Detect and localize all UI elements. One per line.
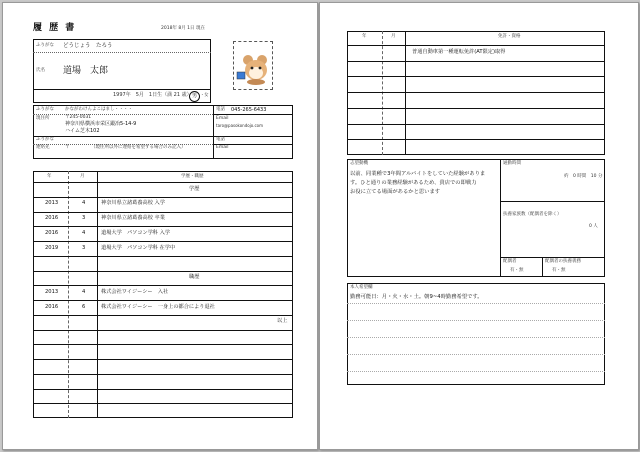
spouse-label: 配偶者 — [503, 259, 517, 264]
spouse-value: 有・無 — [510, 268, 524, 273]
address-line1: 神奈川県横浜市栄区鍛冶5-14-9 — [65, 121, 137, 127]
history-row-text: 道場大学 パソコン学科 入学 — [101, 229, 170, 236]
email-label: Email — [216, 116, 229, 121]
history-row-rule — [33, 226, 293, 227]
history-row-rule — [33, 315, 293, 316]
history-row-month: 3 — [82, 244, 86, 251]
history-col-month: 月 — [80, 174, 85, 179]
motivation-line-2: す。ひと通りの業務経験があるため、貴店での即戦力 — [350, 180, 477, 186]
address-furigana-label: ふりがな — [36, 107, 54, 112]
tel-label: 電話 — [216, 107, 225, 112]
resume-page-right — [319, 2, 639, 450]
license-row-rule — [347, 124, 605, 125]
history-row-rule — [33, 241, 293, 242]
license-row-rule — [347, 139, 605, 140]
license-row-rule — [347, 92, 605, 93]
history-row-rule — [33, 300, 293, 301]
commute-label: 通勤時間 — [503, 161, 521, 166]
contact-postal-prefix: 〒 — [65, 145, 70, 150]
contact-label: 連絡先 — [36, 145, 50, 150]
license-row-text: 普通自動車第一種運転免許(AT限定)取得 — [412, 49, 506, 55]
history-row-year: 2019 — [45, 244, 59, 251]
email-value: taro@pasokondojo.com — [216, 123, 263, 128]
history-row-month: 4 — [82, 288, 86, 295]
history-row-text: 職歴 — [189, 274, 200, 280]
address-furigana-value: かながわけんよこはまし・・・・ — [65, 107, 133, 112]
history-row-rule — [33, 389, 293, 390]
history-row-year: 2016 — [45, 229, 59, 236]
history-row-text: 道場大学 パソコン学科 在学中 — [101, 244, 176, 251]
history-row-text: 学歴 — [189, 185, 200, 192]
name-value: 道場 太郎 — [63, 66, 109, 76]
history-row-rule — [33, 285, 293, 286]
contact-tel-label: 電話 — [216, 137, 225, 142]
page-title: 履 歴 書 — [33, 23, 77, 33]
history-row-rule — [33, 344, 293, 345]
requests-rule — [347, 371, 605, 372]
name-label: 氏名 — [36, 68, 45, 73]
birth-date: 1997年 5月 1日生（満 21 歳） — [113, 92, 192, 98]
license-col-month: 月 — [391, 34, 396, 39]
requests-rule — [347, 303, 605, 304]
history-row-rule — [33, 374, 293, 375]
motivation-line-3: お役に立てる場面があるかと思います — [350, 189, 441, 195]
history-row-month: 4 — [82, 200, 86, 207]
address-label: 現住所 — [36, 116, 50, 121]
history-row-rule — [33, 197, 293, 198]
history-row-rule — [33, 256, 293, 257]
furigana-label: ふりがな — [36, 43, 54, 48]
history-row-rule — [33, 212, 293, 213]
history-row-month: 3 — [82, 215, 86, 221]
history-row-year: 2016 — [45, 303, 59, 310]
history-row-year: 2013 — [45, 200, 59, 207]
history-header-rule — [33, 182, 293, 183]
spouse-support-value: 有・無 — [552, 268, 566, 273]
history-row-rule — [33, 271, 293, 272]
history-col-year: 年 — [47, 174, 52, 179]
dependents-value: 0 人 — [589, 224, 598, 229]
license-col-detail: 免許・資格 — [498, 34, 521, 39]
history-row-text: 神奈川県立諸葛養高校 入学 — [101, 200, 165, 207]
photo-frame — [233, 41, 273, 90]
history-row-text: 神奈川県立諸葛養高校 卒業 — [101, 215, 165, 221]
history-row-year: 2013 — [45, 288, 59, 295]
contact-furigana-label: ふりがな — [36, 137, 54, 142]
gender-female: 女 — [204, 93, 209, 98]
motivation-line-1: 以前、同業種で3年間アルバイトをしていた経験がありま — [350, 171, 486, 177]
history-row-month: 6 — [82, 303, 86, 310]
contact-note: （現住所以外に連絡を希望する場合のみ記入） — [91, 145, 186, 150]
gender-male-circled: 男 — [189, 91, 200, 102]
history-row-text: 以上 — [277, 318, 288, 325]
license-row-rule — [347, 76, 605, 77]
requests-text: 勤務可能日：月・火・水・土。朝9~4時勤務希望です。 — [350, 294, 483, 300]
history-row-text: 株式会社ワイジーシー 入社 — [101, 288, 169, 295]
license-row-rule — [347, 61, 605, 62]
furigana-value: どうじょう たろう — [63, 43, 113, 49]
motivation-label: 志望動機 — [350, 161, 368, 166]
history-row-rule — [33, 330, 293, 331]
history-row-text: 株式会社ワイジーシー 一身上の都合により退社 — [101, 303, 215, 310]
requests-rule — [347, 354, 605, 355]
requests-rule — [347, 337, 605, 338]
license-header-rule — [347, 45, 605, 46]
address-line2: ハイム芝木102 — [65, 128, 100, 134]
history-col-detail: 学歴・職歴 — [181, 174, 204, 179]
commute-value: 約 0 時間 10 分 — [564, 174, 603, 179]
requests-label: 本人希望欄 — [350, 285, 373, 290]
tel-value: 045-265-6433 — [231, 107, 267, 113]
hamster-illustration-icon — [234, 42, 272, 89]
requests-rule — [347, 320, 605, 321]
license-row-rule — [347, 108, 605, 109]
contact-email-label: Email — [216, 145, 229, 150]
date-text: 2018年 8月 1日 現在 — [161, 26, 205, 31]
history-row-rule — [33, 359, 293, 360]
history-row-rule — [33, 403, 293, 404]
gender-separator: ・ — [200, 93, 205, 98]
resume-page-left — [2, 2, 318, 450]
dependents-label: 扶養家族数（配偶者を除く） — [503, 212, 562, 217]
spouse-support-label: 配偶者の扶養義務 — [545, 259, 581, 264]
history-row-month: 4 — [82, 229, 86, 236]
history-row-year: 2016 — [45, 215, 59, 221]
postal-code: 〒245-0031 — [65, 115, 92, 120]
license-col-year: 年 — [362, 34, 367, 39]
